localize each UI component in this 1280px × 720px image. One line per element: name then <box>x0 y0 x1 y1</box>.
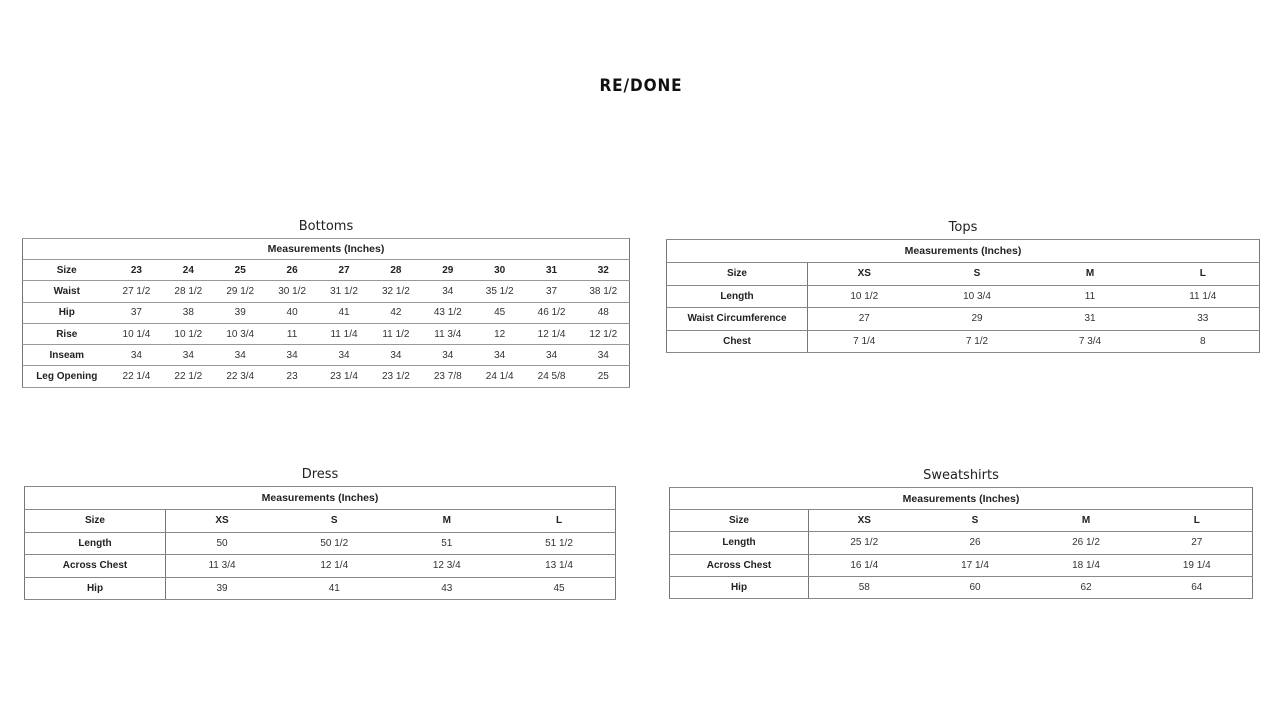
table-cell: 26 1/2 <box>1031 532 1142 554</box>
section-title: Sweatshirts <box>923 468 999 483</box>
row-label: Hip <box>25 577 166 600</box>
table-cell: 27 1/2 <box>111 281 163 302</box>
table-header-row <box>25 487 616 510</box>
table-caption: Measurements (Inches) <box>25 487 616 510</box>
table-cell: 32 1/2 <box>370 281 422 302</box>
table-cell: 10 1/2 <box>162 323 214 344</box>
table-cell: 26 <box>920 532 1031 554</box>
table-cell: 34 <box>474 345 526 366</box>
table-cell: 34 <box>422 281 474 302</box>
row-label: Length <box>670 532 809 554</box>
table-row <box>670 554 1253 576</box>
table-cell: 37 <box>111 302 163 323</box>
table-row <box>25 532 616 555</box>
table-cell: 43 <box>391 577 504 600</box>
table-row <box>667 330 1260 353</box>
section-title: Tops <box>948 220 978 235</box>
row-label: Waist <box>23 281 111 302</box>
size-row <box>23 260 630 281</box>
size-label: Size <box>670 510 809 532</box>
size-column-header: 24 <box>162 260 214 281</box>
table-cell: 34 <box>422 345 474 366</box>
table-cell: 34 <box>578 345 630 366</box>
size-row <box>667 263 1260 286</box>
size-column-header: S <box>921 263 1034 286</box>
size-column-header: XS <box>808 263 921 286</box>
table-cell: 7 1/2 <box>921 330 1034 353</box>
table-cell: 58 <box>809 576 920 598</box>
table-cell: 34 <box>214 345 266 366</box>
table-cell: 34 <box>266 345 318 366</box>
table-cell: 30 1/2 <box>266 281 318 302</box>
sweatshirts-section <box>669 467 1253 599</box>
table-cell: 46 1/2 <box>526 302 578 323</box>
row-label: Across Chest <box>25 555 166 578</box>
row-label: Hip <box>23 302 111 323</box>
table-cell: 34 <box>162 345 214 366</box>
table-cell: 12 1/4 <box>278 555 391 578</box>
size-column-header: M <box>391 510 504 533</box>
row-label: Leg Opening <box>23 366 111 387</box>
table-cell: 48 <box>578 302 630 323</box>
table-cell: 7 1/4 <box>808 330 921 353</box>
table-cell: 29 <box>921 308 1034 331</box>
table-cell: 22 1/2 <box>162 366 214 387</box>
table-cell: 23 1/4 <box>318 366 370 387</box>
table-cell: 24 1/4 <box>474 366 526 387</box>
size-column-header: 28 <box>370 260 422 281</box>
table-row <box>670 576 1253 598</box>
table-cell: 11 1/4 <box>1147 285 1260 308</box>
table-cell: 7 3/4 <box>1034 330 1147 353</box>
tops-size-table <box>666 239 1260 353</box>
bottoms-section <box>22 218 630 388</box>
table-cell: 34 <box>526 345 578 366</box>
table-row <box>25 577 616 600</box>
table-cell: 40 <box>266 302 318 323</box>
table-cell: 31 <box>1034 308 1147 331</box>
table-cell: 38 <box>162 302 214 323</box>
table-cell: 12 1/2 <box>578 323 630 344</box>
table-cell: 33 <box>1147 308 1260 331</box>
table-cell: 37 <box>526 281 578 302</box>
table-cell: 13 1/4 <box>503 555 616 578</box>
table-cell: 34 <box>370 345 422 366</box>
table-cell: 10 3/4 <box>921 285 1034 308</box>
table-cell: 50 1/2 <box>278 532 391 555</box>
table-cell: 12 3/4 <box>391 555 504 578</box>
table-cell: 12 <box>474 323 526 344</box>
size-column-header: XS <box>809 510 920 532</box>
size-row <box>670 510 1253 532</box>
table-row <box>23 281 630 302</box>
bottoms-size-table <box>22 238 630 388</box>
brand-logo: RE/DONE <box>599 76 683 96</box>
table-cell: 23 7/8 <box>422 366 474 387</box>
table-cell: 22 3/4 <box>214 366 266 387</box>
row-label: Length <box>25 532 166 555</box>
table-row <box>23 366 630 387</box>
table-caption: Measurements (Inches) <box>670 488 1253 510</box>
table-cell: 35 1/2 <box>474 281 526 302</box>
size-column-header: 30 <box>474 260 526 281</box>
table-cell: 11 <box>266 323 318 344</box>
table-cell: 60 <box>920 576 1031 598</box>
table-row <box>25 555 616 578</box>
size-column-header: 27 <box>318 260 370 281</box>
table-header-row <box>670 488 1253 510</box>
table-cell: 50 <box>166 532 279 555</box>
row-label: Across Chest <box>670 554 809 576</box>
size-column-header: 25 <box>214 260 266 281</box>
table-cell: 11 1/4 <box>318 323 370 344</box>
table-cell: 25 <box>578 366 630 387</box>
row-label: Hip <box>670 576 809 598</box>
table-cell: 39 <box>214 302 266 323</box>
size-column-header: M <box>1031 510 1142 532</box>
table-cell: 51 <box>391 532 504 555</box>
table-cell: 24 5/8 <box>526 366 578 387</box>
table-cell: 41 <box>318 302 370 323</box>
table-cell: 45 <box>474 302 526 323</box>
size-column-header: L <box>1147 263 1260 286</box>
size-column-header: 29 <box>422 260 474 281</box>
table-cell: 11 3/4 <box>166 555 279 578</box>
section-title: Dress <box>301 467 339 482</box>
table-cell: 64 <box>1142 576 1253 598</box>
row-label: Chest <box>667 330 808 353</box>
table-row <box>23 323 630 344</box>
table-cell: 27 <box>808 308 921 331</box>
table-row <box>667 308 1260 331</box>
table-cell: 38 1/2 <box>578 281 630 302</box>
table-caption: Measurements (Inches) <box>667 240 1260 263</box>
section-title: Bottoms <box>298 219 354 234</box>
table-cell: 62 <box>1031 576 1142 598</box>
tops-section <box>666 219 1260 353</box>
table-cell: 11 3/4 <box>422 323 474 344</box>
sweatshirts-size-table <box>669 487 1253 599</box>
table-row <box>23 345 630 366</box>
size-label: Size <box>667 263 808 286</box>
table-caption: Measurements (Inches) <box>23 239 630 260</box>
table-row <box>23 302 630 323</box>
table-cell: 45 <box>503 577 616 600</box>
table-cell: 10 1/4 <box>111 323 163 344</box>
table-header-row <box>23 239 630 260</box>
table-cell: 27 <box>1142 532 1253 554</box>
table-cell: 41 <box>278 577 391 600</box>
size-column-header: L <box>1142 510 1253 532</box>
size-column-header: 26 <box>266 260 318 281</box>
row-label: Length <box>667 285 808 308</box>
size-column-header: 31 <box>526 260 578 281</box>
size-column-header: XS <box>166 510 279 533</box>
table-cell: 39 <box>166 577 279 600</box>
size-column-header: S <box>278 510 391 533</box>
size-column-header: M <box>1034 263 1147 286</box>
dress-size-table <box>24 486 616 600</box>
size-column-header: 23 <box>111 260 163 281</box>
size-row <box>25 510 616 533</box>
size-label: Size <box>25 510 166 533</box>
table-cell: 10 3/4 <box>214 323 266 344</box>
row-label: Inseam <box>23 345 111 366</box>
table-cell: 11 <box>1034 285 1147 308</box>
table-cell: 43 1/2 <box>422 302 474 323</box>
table-cell: 29 1/2 <box>214 281 266 302</box>
table-cell: 18 1/4 <box>1031 554 1142 576</box>
table-cell: 22 1/4 <box>111 366 163 387</box>
table-cell: 31 1/2 <box>318 281 370 302</box>
table-cell: 23 1/2 <box>370 366 422 387</box>
table-cell: 11 1/2 <box>370 323 422 344</box>
size-label: Size <box>23 260 111 281</box>
dress-section <box>24 466 616 600</box>
table-cell: 25 1/2 <box>809 532 920 554</box>
table-cell: 10 1/2 <box>808 285 921 308</box>
table-header-row <box>667 240 1260 263</box>
table-row <box>670 532 1253 554</box>
table-cell: 23 <box>266 366 318 387</box>
table-cell: 12 1/4 <box>526 323 578 344</box>
table-row <box>667 285 1260 308</box>
row-label: Waist Circumference <box>667 308 808 331</box>
table-cell: 34 <box>111 345 163 366</box>
size-column-header: S <box>920 510 1031 532</box>
table-cell: 19 1/4 <box>1142 554 1253 576</box>
table-cell: 34 <box>318 345 370 366</box>
table-cell: 17 1/4 <box>920 554 1031 576</box>
table-cell: 28 1/2 <box>162 281 214 302</box>
table-cell: 51 1/2 <box>503 532 616 555</box>
size-column-header: 32 <box>578 260 630 281</box>
table-cell: 8 <box>1147 330 1260 353</box>
row-label: Rise <box>23 323 111 344</box>
table-cell: 42 <box>370 302 422 323</box>
size-column-header: L <box>503 510 616 533</box>
table-cell: 16 1/4 <box>809 554 920 576</box>
